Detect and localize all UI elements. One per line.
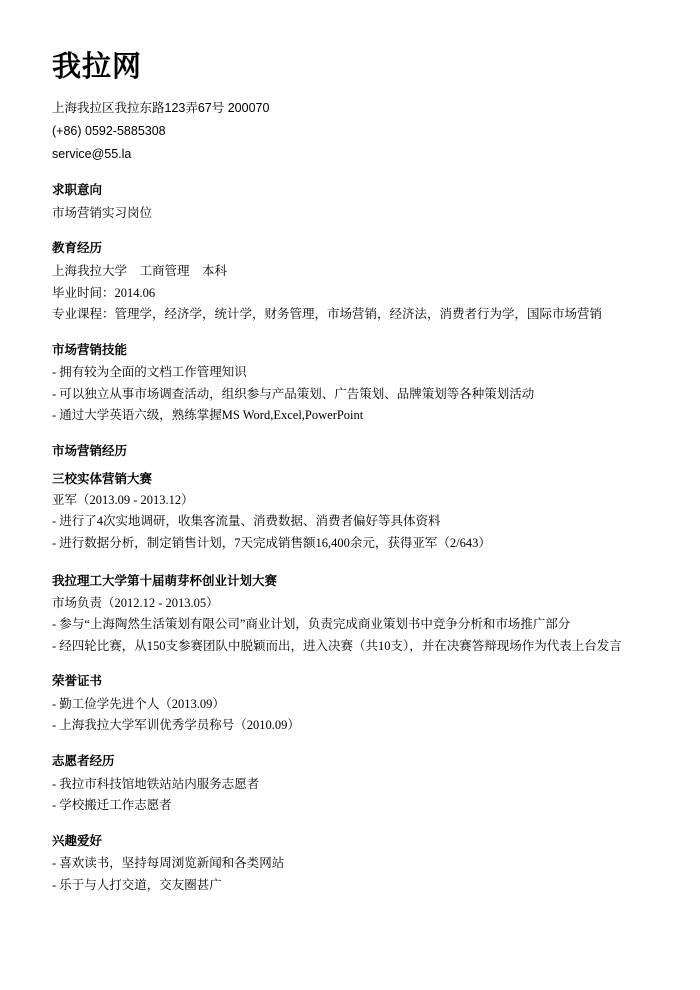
section-line: 亚军（2013.09 - 2013.12） <box>52 492 194 507</box>
section-education <box>52 239 648 325</box>
section-honors <box>52 672 648 737</box>
section-heading: 求职意向 <box>52 183 103 198</box>
section-line: - 可以独立从事市场调查活动，组织参与产品策划、广告策划、品牌策划等各种策划活动 <box>52 386 535 401</box>
section-line: - 乐于与人打交道，交友圈甚广 <box>52 877 222 892</box>
contact-block <box>52 97 648 166</box>
section-heading: 志愿者经历 <box>52 753 115 768</box>
section-heading: 市场营销经历 <box>52 443 128 458</box>
section-line: - 通过大学英语六级，熟练掌握MS Word,Excel,PowerPoint <box>52 408 364 423</box>
section-line: - 参与“上海陶然生活策划有限公司”商业计划，负责完成商业策划书中竞争分析和市场推广部分 <box>52 617 571 632</box>
section-line: - 拥有较为全面的文档工作管理知识 <box>52 365 247 380</box>
contact-address: 上海我拉区我拉东路123弄67号 200070 <box>52 100 270 115</box>
section-line: 市场营销实习岗位 <box>52 205 153 220</box>
section-line: - 喜欢读书，坚持每周浏览新闻和各类网站 <box>52 856 285 871</box>
section-heading: 荣誉证书 <box>52 674 103 689</box>
section-line: - 进行了4次实地调研，收集客流量、消费数据、消费者偏好等具体资料 <box>52 514 441 529</box>
section-volunteer <box>52 752 648 817</box>
section-line: 专业课程：管理学，经济学，统计学，财务管理，市场营销，经济法，消费者行为学，国际市场营销 <box>52 307 603 322</box>
section-interests <box>52 832 648 897</box>
section-line: - 学校搬迁工作志愿者 <box>52 798 172 813</box>
page-title: 我拉网 <box>52 51 143 83</box>
section-heading: 教育经历 <box>52 241 103 256</box>
experience-subheading: 我拉理工大学第十届萌芽杯创业计划大赛 <box>52 574 278 589</box>
section-line: 上海我拉大学 工商管理 本科 <box>52 264 228 279</box>
section-line: - 进行数据分析，制定销售计划，7天完成销售额16,400余元，获得亚军（2/643） <box>52 535 491 550</box>
section-line: - 我拉市科技馆地铁站站内服务志愿者 <box>52 776 260 791</box>
section-marketing-experience <box>52 442 648 657</box>
section-heading: 兴趣爱好 <box>52 833 103 848</box>
section-line: 毕业时间：2014.06 <box>52 285 156 300</box>
spacer <box>52 554 648 563</box>
contact-email: service@55.la <box>52 147 132 162</box>
experience-subheading: 三校实体营销大赛 <box>52 471 153 486</box>
contact-phone: (+86) 0592-5885308 <box>52 123 166 138</box>
section-heading: 市场营销技能 <box>52 342 128 357</box>
section-line: 市场负责（2012.12 - 2013.05） <box>52 595 219 610</box>
section-line: - 上海我拉大学军训优秀学员称号（2010.09） <box>52 718 300 733</box>
section-job-objective <box>52 181 648 224</box>
section-line: - 经四轮比赛，从150支参赛团队中脱颖而出，进入决赛（共10支），并在决赛答辩现场作为代表上台发言 <box>52 638 622 653</box>
section-line: - 勤工俭学先进个人（2013.09） <box>52 696 225 711</box>
section-marketing-skills <box>52 341 648 427</box>
